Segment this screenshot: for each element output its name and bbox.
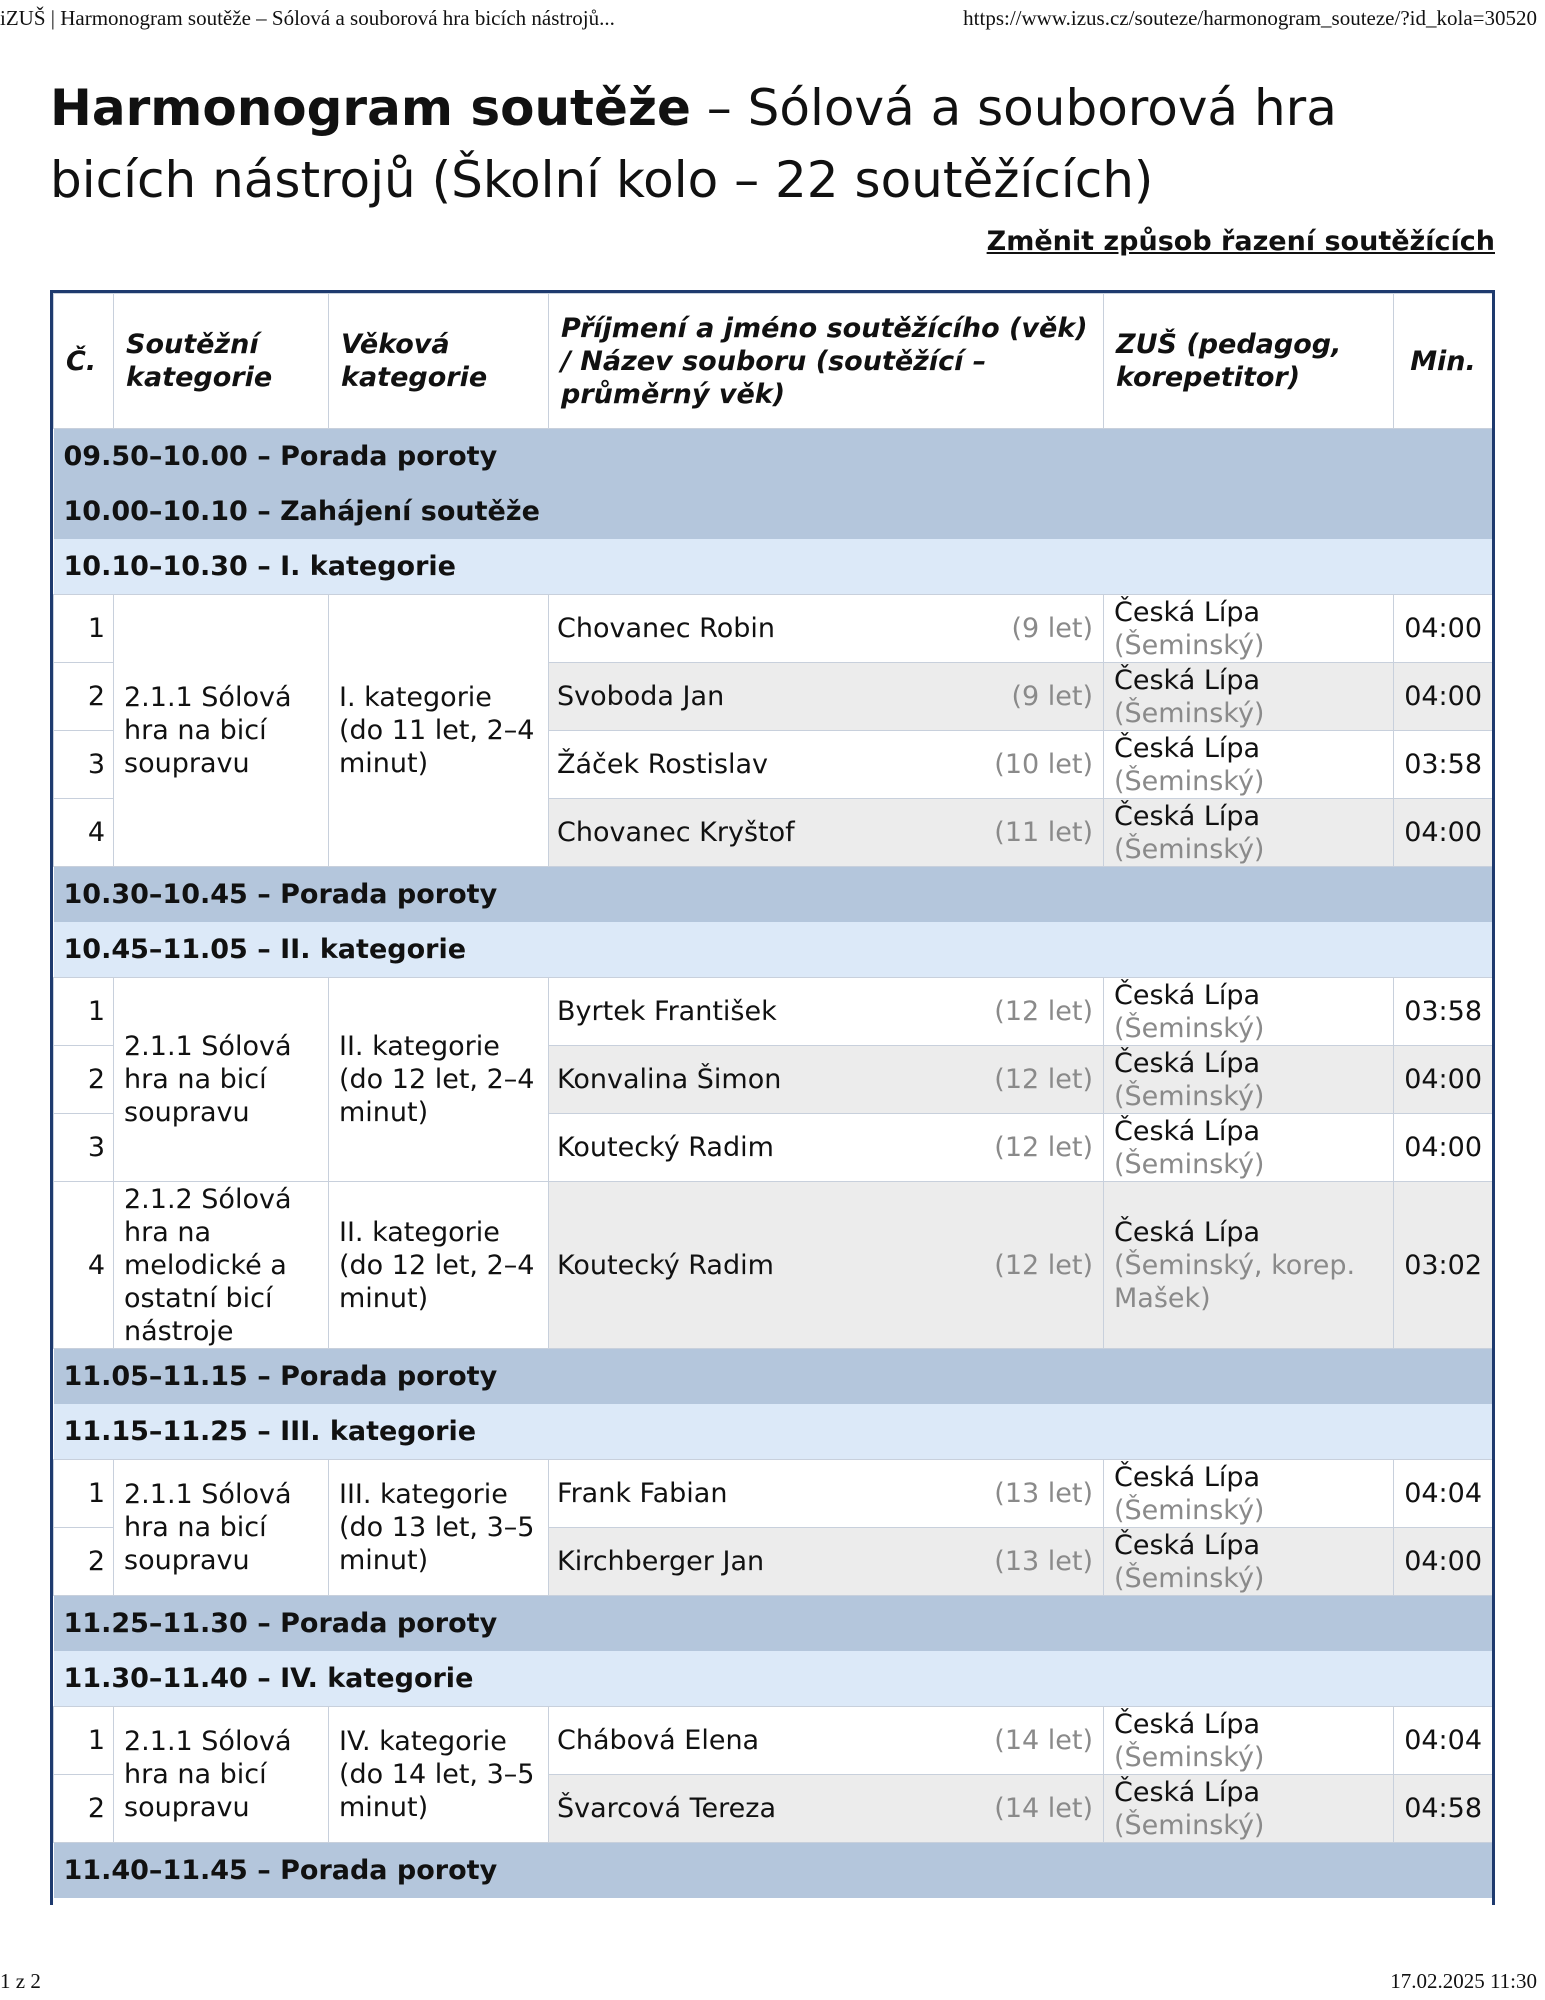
change-sort-link[interactable]: Změnit způsob řazení soutěžících <box>986 226 1495 257</box>
school-name: Česká Lípa <box>1114 1776 1261 1808</box>
contestant-name: Chovanec Robin <box>557 613 775 644</box>
contestant-name: Švarcová Tereza <box>557 1793 776 1824</box>
school-cell <box>1104 1460 1394 1528</box>
section-label: 10.45–11.05 – II. kategorie <box>54 922 1493 978</box>
school-name: Česká Lípa <box>1114 664 1261 696</box>
table-row <box>54 595 1493 663</box>
school-cell <box>1104 1528 1394 1596</box>
age-category: II. kategorie (do 12 let, 2–4 minut) <box>329 978 549 1182</box>
school-name: Česká Lípa <box>1114 1708 1261 1740</box>
teacher-name: (Šeminský) <box>1114 1741 1265 1773</box>
section-label: 10.00–10.10 – Zahájení soutěže <box>54 484 1493 539</box>
duration: 04:00 <box>1394 663 1493 731</box>
row-number: 2 <box>54 1528 114 1596</box>
schedule-table <box>53 293 1493 1898</box>
duration: 04:58 <box>1394 1775 1493 1843</box>
school-cell <box>1104 1182 1394 1349</box>
age-category: I. kategorie (do 11 let, 2–4 minut) <box>329 595 549 867</box>
competition-category: 2.1.1 Sólová hra na bicí soupravu <box>114 978 329 1182</box>
row-number: 1 <box>54 1707 114 1775</box>
school-name: Česká Lípa <box>1114 979 1261 1011</box>
school-name: Česká Lípa <box>1114 1529 1261 1561</box>
contestant-cell <box>549 1460 1104 1528</box>
contestant-name: Svoboda Jan <box>557 681 725 712</box>
section-row <box>54 1596 1493 1652</box>
school-cell <box>1104 799 1394 867</box>
teacher-name: (Šeminský) <box>1114 1809 1265 1841</box>
section-label: 11.15–11.25 – III. kategorie <box>54 1404 1493 1460</box>
print-footer-page: 1 z 2 <box>0 1969 41 1993</box>
contestant-name: Konvalina Šimon <box>557 1064 782 1095</box>
teacher-name: (Šeminský) <box>1114 833 1265 865</box>
school-cell <box>1104 1775 1394 1843</box>
school-cell <box>1104 663 1394 731</box>
row-number: 3 <box>54 731 114 799</box>
school-name: Česká Lípa <box>1114 800 1261 832</box>
duration: 04:00 <box>1394 1046 1493 1114</box>
age-category: IV. kategorie (do 14 let, 3–5 minut) <box>329 1707 549 1843</box>
teacher-name: (Šeminský, korep. Mašek) <box>1114 1249 1356 1314</box>
teacher-name: (Šeminský) <box>1114 1080 1265 1112</box>
row-number: 3 <box>54 1114 114 1182</box>
page-title-rest: – Sólová a souborová hra bicích nástrojů (Školní kolo – 22 soutěžících) <box>50 79 1337 209</box>
school-name: Česká Lípa <box>1114 596 1261 628</box>
contestant-age: (14 let) <box>994 1793 1093 1824</box>
print-header-url: https://www.izus.cz/souteze/harmonogram_souteze/?id_kola=30520 <box>963 6 1537 30</box>
section-row <box>54 429 1493 485</box>
teacher-name: (Šeminský) <box>1114 765 1265 797</box>
school-cell <box>1104 1707 1394 1775</box>
contestant-age: (9 let) <box>1011 613 1093 644</box>
table-row <box>54 1182 1493 1349</box>
duration: 04:00 <box>1394 595 1493 663</box>
school-name: Česká Lípa <box>1114 732 1261 764</box>
col-header-zus: ZUŠ (pedagog, korepetitor) <box>1104 294 1394 429</box>
contestant-cell <box>549 799 1104 867</box>
teacher-name: (Šeminský) <box>1114 629 1265 661</box>
competition-category: 2.1.1 Sólová hra na bicí soupravu <box>114 595 329 867</box>
contestant-age: (13 let) <box>994 1546 1093 1577</box>
schedule-table-wrapper <box>50 290 1495 1905</box>
section-row <box>54 922 1493 978</box>
contestant-name: Koutecký Radim <box>557 1132 774 1163</box>
contestant-age: (9 let) <box>1011 681 1093 712</box>
age-category: III. kategorie (do 13 let, 3–5 minut) <box>329 1460 549 1596</box>
school-cell <box>1104 978 1394 1046</box>
col-header-category: Soutěžní kategorie <box>114 294 329 429</box>
section-label: 11.40–11.45 – Porada poroty <box>54 1843 1493 1899</box>
section-label: 11.25–11.30 – Porada poroty <box>54 1596 1493 1652</box>
contestant-cell <box>549 1707 1104 1775</box>
col-header-num: Č. <box>54 294 114 429</box>
age-category: II. kategorie (do 12 let, 2–4 minut) <box>329 1182 549 1349</box>
page-title-bold: Harmonogram soutěže <box>50 79 691 137</box>
teacher-name: (Šeminský) <box>1114 1148 1265 1180</box>
row-number: 1 <box>54 595 114 663</box>
competition-category: 2.1.2 Sólová hra na melodické a ostatní bicí nástroje <box>114 1182 329 1349</box>
teacher-name: (Šeminský) <box>1114 1494 1265 1526</box>
page-title <box>50 72 1470 216</box>
contestant-name: Kirchberger Jan <box>557 1546 765 1577</box>
contestant-age: (12 let) <box>994 1249 1093 1281</box>
section-row <box>54 1651 1493 1707</box>
section-row <box>54 484 1493 539</box>
duration: 04:04 <box>1394 1460 1493 1528</box>
contestant-name: Chábová Elena <box>557 1725 760 1756</box>
duration: 04:04 <box>1394 1707 1493 1775</box>
school-name: Česká Lípa <box>1114 1115 1261 1147</box>
duration: 03:58 <box>1394 978 1493 1046</box>
contestant-age: (10 let) <box>994 749 1093 780</box>
section-row <box>54 539 1493 595</box>
contestant-cell <box>549 1528 1104 1596</box>
contestant-name: Byrtek František <box>557 996 777 1027</box>
row-number: 2 <box>54 1775 114 1843</box>
school-name: Česká Lípa <box>1114 1461 1261 1493</box>
table-header-row <box>54 294 1493 429</box>
contestant-cell <box>549 1046 1104 1114</box>
duration: 03:58 <box>1394 731 1493 799</box>
section-row <box>54 1349 1493 1405</box>
competition-category: 2.1.1 Sólová hra na bicí soupravu <box>114 1707 329 1843</box>
competition-category: 2.1.1 Sólová hra na bicí soupravu <box>114 1460 329 1596</box>
contestant-name: Žáček Rostislav <box>557 749 769 780</box>
row-number: 1 <box>54 1460 114 1528</box>
section-label: 10.10–10.30 – I. kategorie <box>54 539 1493 595</box>
col-header-name: Příjmení a jméno soutěžícího (věk) / Název souboru (soutěžící – průměrný věk) <box>549 294 1104 429</box>
section-row <box>54 1843 1493 1899</box>
section-label: 11.30–11.40 – IV. kategorie <box>54 1651 1493 1707</box>
duration: 04:00 <box>1394 799 1493 867</box>
teacher-name: (Šeminský) <box>1114 1562 1265 1594</box>
contestant-age: (13 let) <box>994 1478 1093 1509</box>
contestant-cell <box>549 595 1104 663</box>
col-header-age-category: Věková kategorie <box>329 294 549 429</box>
contestant-age: (14 let) <box>994 1725 1093 1756</box>
teacher-name: (Šeminský) <box>1114 697 1265 729</box>
contestant-cell <box>549 1182 1104 1349</box>
contestant-name: Chovanec Kryštof <box>557 817 795 848</box>
table-row <box>54 1460 1493 1528</box>
row-number: 4 <box>54 1182 114 1349</box>
section-row <box>54 867 1493 923</box>
section-label: 10.30–10.45 – Porada poroty <box>54 867 1493 923</box>
school-cell <box>1104 1046 1394 1114</box>
duration: 04:00 <box>1394 1114 1493 1182</box>
contestant-cell <box>549 663 1104 731</box>
contestant-age: (12 let) <box>994 996 1093 1027</box>
table-row <box>54 978 1493 1046</box>
contestant-cell <box>549 731 1104 799</box>
contestant-cell <box>549 1114 1104 1182</box>
section-label: 09.50–10.00 – Porada poroty <box>54 429 1493 485</box>
school-name: Česká Lípa <box>1114 1216 1261 1248</box>
row-number: 2 <box>54 1046 114 1114</box>
contestant-cell <box>549 978 1104 1046</box>
contestant-cell <box>549 1775 1104 1843</box>
school-cell <box>1104 1114 1394 1182</box>
school-cell <box>1104 731 1394 799</box>
row-number: 1 <box>54 978 114 1046</box>
teacher-name: (Šeminský) <box>1114 1012 1265 1044</box>
section-label: 11.05–11.15 – Porada poroty <box>54 1349 1493 1405</box>
school-name: Česká Lípa <box>1114 1047 1261 1079</box>
contestant-age: (12 let) <box>994 1132 1093 1163</box>
row-number: 4 <box>54 799 114 867</box>
contestant-name: Frank Fabian <box>557 1478 728 1509</box>
row-number: 2 <box>54 663 114 731</box>
contestant-age: (12 let) <box>994 1064 1093 1095</box>
section-row <box>54 1404 1493 1460</box>
table-row <box>54 1707 1493 1775</box>
print-header-title: iZUŠ | Harmonogram soutěže – Sólová a souborová hra bicích nástrojů... <box>0 6 615 30</box>
school-cell <box>1104 595 1394 663</box>
contestant-name: Koutecký Radim <box>557 1249 774 1281</box>
duration: 03:02 <box>1394 1182 1493 1349</box>
duration: 04:00 <box>1394 1528 1493 1596</box>
contestant-age: (11 let) <box>994 817 1093 848</box>
col-header-min: Min. <box>1394 294 1493 429</box>
print-footer-date: 17.02.2025 11:30 <box>1390 1969 1537 1993</box>
